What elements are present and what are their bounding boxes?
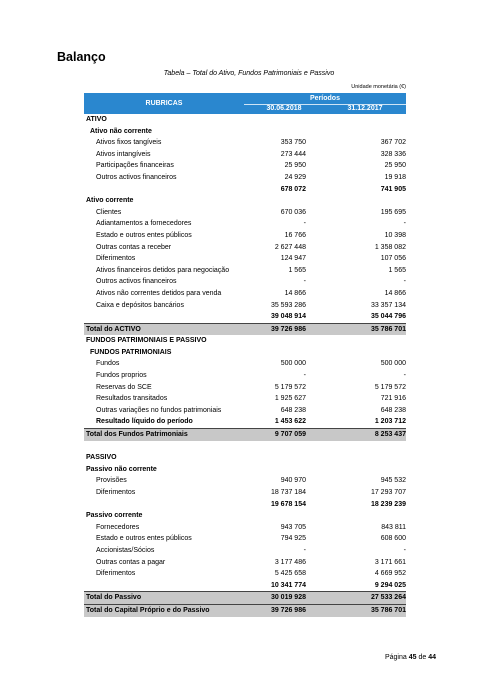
value-30-06-2018: 1 565: [288, 266, 306, 274]
header-periodos: Períodos: [310, 95, 340, 102]
value-30-06-2018: 39 048 914: [270, 313, 306, 321]
value-30-06-2018: 19 678 154: [270, 500, 306, 508]
table-row: [84, 149, 406, 161]
table-row: [84, 207, 406, 219]
header-rubricas: RUBRICAS: [145, 100, 183, 107]
row-label: Outras contas a receber: [96, 243, 172, 251]
table-row: [84, 358, 406, 370]
value-30-06-2018: 1 925 627: [274, 395, 306, 403]
value-31-12-2017: 328 336: [380, 150, 406, 158]
subtotal-row: [84, 580, 406, 592]
value-30-06-2018: 943 705: [280, 523, 306, 531]
row-label: ATIVO: [86, 116, 107, 123]
row-label: FUNDOS PATRIMONIAIS: [90, 348, 172, 356]
table-row: [84, 382, 406, 394]
value-30-06-2018: 35 593 286: [270, 301, 306, 309]
value-30-06-2018: -: [303, 546, 306, 554]
table-row: [84, 230, 406, 242]
value-30-06-2018: 10 341 774: [270, 581, 306, 589]
value-31-12-2017: 648 238: [380, 406, 406, 414]
value-30-06-2018: 24 929: [284, 173, 306, 181]
value-31-12-2017: 14 866: [384, 289, 406, 297]
value-31-12-2017: 19 918: [384, 173, 406, 181]
row-label: Fundos: [96, 360, 120, 368]
subtotal-row: [84, 184, 406, 196]
row-label: Ativos não correntes detidos para venda: [96, 289, 222, 297]
table-row: [84, 393, 406, 405]
total-row: [84, 591, 406, 604]
value-30-06-2018: 678 072: [280, 185, 306, 193]
table-row: [84, 464, 406, 476]
total-row: [84, 604, 406, 617]
row-label: Provisões: [96, 477, 127, 485]
table-row: [84, 510, 406, 522]
table-row: [84, 172, 406, 184]
table-row: [84, 126, 406, 138]
table-row: [84, 218, 406, 230]
value-31-12-2017: -: [403, 546, 406, 554]
table-row: [84, 441, 406, 453]
value-31-12-2017: 35 044 796: [370, 313, 406, 321]
value-31-12-2017: -: [403, 372, 406, 380]
subtotal-row: [84, 499, 406, 511]
value-30-06-2018: 670 036: [280, 208, 306, 216]
balance-sheet-table: [84, 93, 406, 617]
row-label: Adiantamentos a fornecedores: [96, 220, 192, 228]
header-date-1: 30.06.2018: [266, 105, 302, 112]
value-30-06-2018: 14 866: [284, 289, 306, 297]
table-row: [84, 335, 406, 347]
page-of: de: [418, 654, 427, 661]
value-31-12-2017: -: [403, 220, 406, 228]
value-31-12-2017: 1 565: [388, 266, 406, 274]
row-label: Ativos intangíveis: [96, 150, 151, 158]
value-30-06-2018: 39 726 986: [270, 325, 306, 333]
value-30-06-2018: 124 947: [280, 255, 306, 263]
value-30-06-2018: 273 444: [280, 150, 306, 158]
table-row: [84, 242, 406, 254]
value-31-12-2017: 18 239 239: [370, 500, 406, 508]
row-label: Total dos Fundos Patrimoniais: [86, 431, 188, 439]
value-30-06-2018: 30 019 928: [270, 594, 306, 602]
value-30-06-2018: -: [303, 220, 306, 228]
page-number: [330, 654, 436, 661]
page-label: Página: [384, 654, 407, 661]
value-31-12-2017: 843 811: [381, 523, 406, 531]
value-30-06-2018: 500 000: [280, 360, 306, 368]
header-date-2: 31.12.2017: [347, 105, 383, 112]
row-label: Diferimentos: [96, 255, 136, 263]
table-row: [84, 452, 406, 464]
row-label: Total do ACTIVO: [86, 325, 141, 333]
value-30-06-2018: 9 707 059: [274, 431, 306, 439]
row-label: Outras contas a pagar: [96, 558, 166, 566]
value-31-12-2017: 500 000: [380, 360, 406, 368]
value-31-12-2017: 1 203 712: [374, 418, 406, 426]
page-title: Balanço: [57, 50, 106, 64]
value-31-12-2017: 4 669 952: [374, 570, 406, 578]
value-31-12-2017: -: [403, 278, 406, 286]
value-30-06-2018: 2 627 448: [274, 243, 306, 251]
value-30-06-2018: 3 177 486: [274, 558, 306, 566]
value-30-06-2018: 940 970: [280, 477, 306, 485]
value-31-12-2017: 741 905: [380, 185, 406, 193]
value-31-12-2017: 945 532: [380, 477, 406, 485]
row-label: Estado e outros entes públicos: [96, 535, 192, 543]
value-30-06-2018: 648 238: [280, 406, 306, 414]
table-row: [84, 137, 406, 149]
table-row: [84, 253, 406, 265]
row-label: Diferimentos: [96, 489, 136, 496]
value-30-06-2018: 39 726 986: [270, 606, 306, 614]
value-31-12-2017: 608 600: [380, 535, 406, 543]
value-30-06-2018: -: [303, 372, 306, 380]
table-row: [84, 347, 406, 359]
table-row: [84, 114, 406, 126]
value-31-12-2017: 3 171 661: [374, 558, 406, 566]
row-label: Fundos proprios: [96, 372, 147, 380]
currency-unit-note: Unidade monetária (€): [351, 84, 406, 90]
table-row: [84, 195, 406, 207]
row-label: Clientes: [96, 208, 122, 216]
table-row: [84, 276, 406, 288]
table-row: [84, 405, 406, 417]
row-label: Ativo corrente: [86, 197, 134, 205]
value-30-06-2018: -: [303, 278, 306, 286]
table-row: [84, 160, 406, 172]
value-31-12-2017: 9 294 025: [374, 581, 406, 589]
row-label: Accionistas/Sócios: [96, 546, 155, 554]
table-row: [84, 557, 406, 569]
row-label: Estado e outros entes públicos: [96, 231, 192, 239]
row-label: Outros activos financeiros: [96, 173, 177, 181]
row-label: Total do Passivo: [86, 594, 142, 602]
row-label: Total do Capital Próprio e do Passivo: [86, 606, 210, 614]
value-30-06-2018: 353 750: [280, 139, 306, 147]
table-row: [84, 475, 406, 487]
row-label: Fornecedores: [96, 523, 140, 531]
subtotal-row: [84, 311, 406, 323]
table-caption: Tabela – Total do Ativo, Fundos Patrimoniais e Passivo: [163, 70, 335, 77]
table-header: [84, 93, 406, 114]
row-label: PASSIVO: [86, 454, 117, 462]
table-row: [84, 533, 406, 545]
row-label: Passivo corrente: [86, 512, 143, 520]
table-row: [84, 416, 406, 428]
table-row: [84, 545, 406, 557]
value-31-12-2017: 5 179 572: [374, 383, 406, 391]
row-label: Ativos fixos tangíveis: [96, 139, 162, 147]
value-30-06-2018: 5 179 572: [274, 383, 306, 391]
value-30-06-2018: 1 453 622: [274, 418, 306, 426]
table-row: [84, 265, 406, 277]
value-31-12-2017: 25 950: [384, 162, 406, 170]
row-label: Reservas do SCE: [96, 383, 152, 391]
value-31-12-2017: 107 056: [380, 255, 406, 263]
value-31-12-2017: 8 253 437: [374, 431, 406, 439]
table-row: [84, 300, 406, 312]
row-label: Resultado líquido do período: [96, 418, 193, 426]
row-label: Participações financeiras: [96, 162, 174, 170]
table-row: [84, 568, 406, 580]
row-label: Passivo não corrente: [86, 465, 157, 473]
row-label: FUNDOS PATRIMONIAIS E PASSIVO: [86, 337, 207, 345]
value-30-06-2018: 18 737 184: [270, 489, 306, 496]
row-label: Ativos financeiros detidos para negociação: [96, 266, 230, 274]
value-30-06-2018: 25 950: [284, 162, 306, 170]
page-current: 45: [408, 654, 417, 661]
value-31-12-2017: 10 398: [384, 231, 406, 239]
value-30-06-2018: 16 766: [284, 231, 306, 239]
row-label: Outros activos financeiros: [96, 278, 177, 286]
table-row: [84, 522, 406, 534]
value-31-12-2017: 35 786 701: [370, 606, 406, 614]
row-label: Resultados transitados: [96, 395, 168, 403]
table-row: [84, 487, 406, 499]
row-label: Diferimentos: [96, 570, 136, 578]
value-31-12-2017: 195 695: [380, 208, 406, 216]
page-total: 44: [428, 654, 436, 661]
value-31-12-2017: 35 786 701: [370, 325, 406, 333]
row-label: Outras variações no fundos patrimoniais: [96, 406, 222, 414]
row-label: Caixa e depósitos bancários: [96, 301, 184, 309]
table-row: [84, 288, 406, 300]
row-label: Ativo não corrente: [90, 127, 152, 135]
value-31-12-2017: 1 358 082: [374, 243, 406, 251]
value-31-12-2017: 33 357 134: [370, 301, 406, 309]
value-31-12-2017: 17 293 707: [370, 489, 406, 496]
total-row: [84, 428, 406, 441]
table-row: [84, 370, 406, 382]
value-30-06-2018: 794 925: [280, 535, 306, 543]
value-31-12-2017: 367 702: [380, 139, 406, 147]
total-row: [84, 323, 406, 336]
table-body: [84, 114, 406, 617]
value-31-12-2017: 721 916: [380, 395, 406, 403]
value-30-06-2018: 5 425 658: [274, 570, 306, 578]
value-31-12-2017: 27 533 264: [370, 594, 406, 602]
